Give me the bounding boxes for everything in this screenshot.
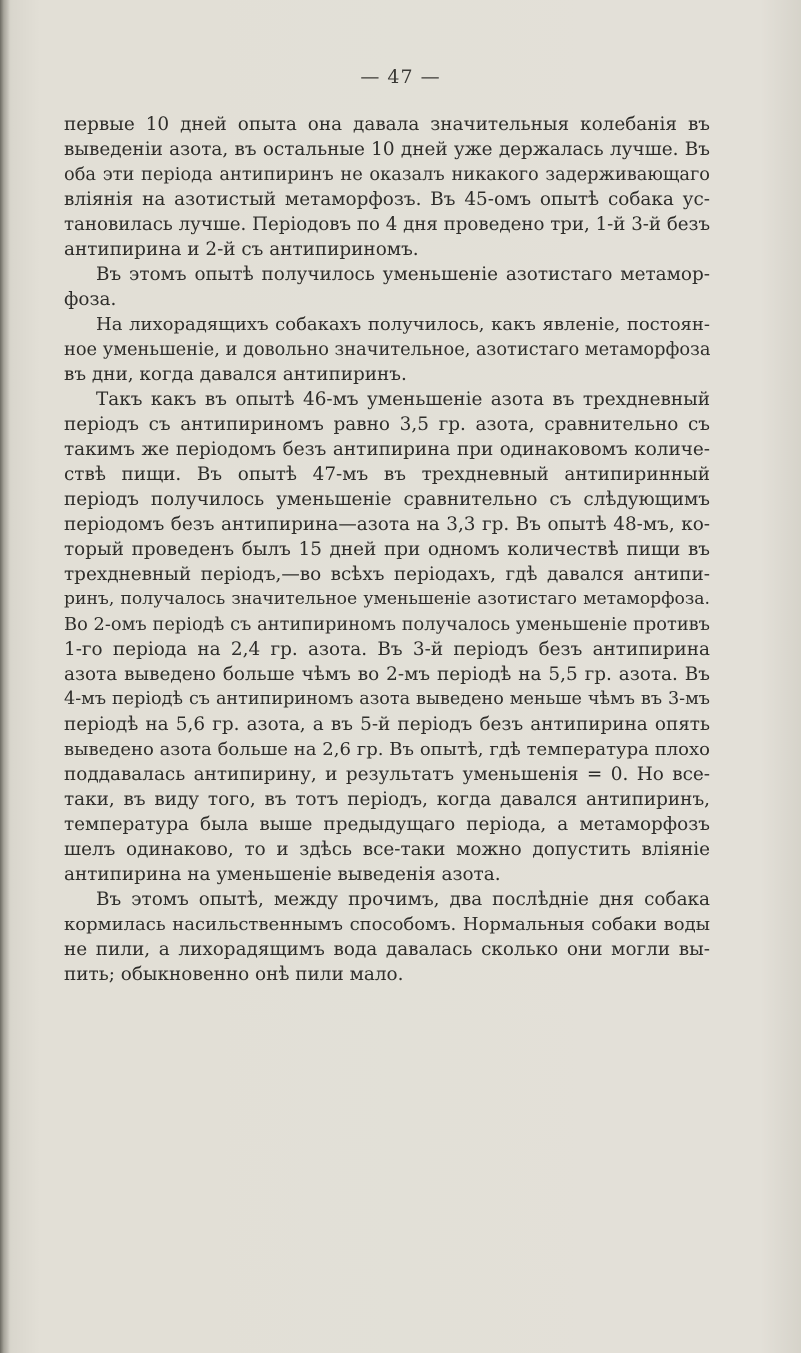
text-line: ринъ, получалось значительное уменьшеніе азотистаго метаморфоза.	[64, 589, 710, 609]
text-line: такимъ же періодомъ безъ антипирина при одинаковомъ количе-	[64, 439, 710, 460]
body-text	[64, 112, 710, 987]
text-line: оба эти періода антипиринъ не оказалъ никакого задерживающаго	[64, 164, 710, 185]
text-line: періодъ получилось уменьшеніе сравнительно съ слѣдующимъ	[64, 489, 710, 510]
text-line: первые 10 дней опыта она давала значительныя колебанія въ	[64, 114, 710, 135]
text-line: Во 2-омъ періодѣ съ антипириномъ получалось уменьшеніе противъ	[64, 614, 710, 635]
text-line: кормилась насильственнымъ способомъ. Нормальныя собаки воды	[64, 914, 710, 935]
text-line: Въ этомъ опытѣ, между прочимъ, два послѣдніе дня собака	[96, 889, 710, 910]
text-line: На лихорадящихъ собакахъ получилось, какъ явленіе, постоян-	[96, 314, 710, 335]
text-line: періодъ съ антипириномъ равно 3,5 гр. азота, сравнительно съ	[64, 414, 710, 435]
text-line: ствѣ пищи. Въ опытѣ 47-мъ въ трехдневный антипиринный	[64, 464, 710, 485]
text-line: 1-го періода на 2,4 гр. азота. Въ 3-й періодъ безъ антипирина	[64, 639, 710, 660]
text-line: въ дни, когда давался антипиринъ.	[64, 364, 407, 385]
text-line: періодѣ на 5,6 гр. азота, а въ 5-й періодъ безъ антипирина опять	[64, 714, 710, 735]
text-line: Въ этомъ опытѣ получилось уменьшеніе азотистаго метамор-	[96, 264, 710, 285]
text-line: 4-мъ періодѣ съ антипириномъ азота выведено меньше чѣмъ въ 3-мъ	[64, 689, 710, 709]
page-number: — 47 —	[360, 66, 441, 88]
text-line: тановилась лучше. Періодовъ по 4 дня проведено три, 1-й 3-й безъ	[64, 214, 711, 235]
text-line: не пили, а лихорадящимъ вода давалась сколько они могли вы-	[64, 939, 710, 960]
spine-shadow	[0, 0, 10, 1353]
text-line: выведено азота больше на 2,6 гр. Въ опытѣ, гдѣ температура плохо	[64, 739, 710, 760]
text-line: таки, въ виду того, въ тотъ періодъ, когда давался антипиринъ,	[64, 789, 710, 810]
text-line: пить; обыкновенно онѣ пили мало.	[64, 964, 404, 985]
text-line: фоза.	[64, 289, 117, 310]
text-line: періодомъ безъ антипирина—азота на 3,3 гр. Въ опытѣ 48-мъ, ко-	[64, 514, 710, 535]
text-line: Такъ какъ въ опытѣ 46-мъ уменьшеніе азота въ трехдневный	[96, 389, 710, 410]
text-line: выведеніи азота, въ остальные 10 дней уже держалась лучше. Въ	[64, 139, 710, 160]
text-line: азота выведено больше чѣмъ во 2-мъ періодѣ на 5,5 гр. азота. Въ	[64, 664, 710, 685]
text-line: поддавалась антипирину, и результатъ уменьшенія = 0. Но все-	[64, 764, 710, 785]
text-line: антипирина и 2-й съ антипириномъ.	[64, 239, 419, 260]
text-line: торый проведенъ былъ 15 дней при одномъ количествѣ пищи въ	[64, 539, 710, 560]
text-line: вліянія на азотистый метаморфозъ. Въ 45-омъ опытѣ собака ус-	[64, 189, 710, 210]
text-line: шелъ одинаково, то и здѣсь все-таки можно допустить вліяніе	[64, 839, 710, 860]
text-line: температура была выше предыдущаго періода, а метаморфозъ	[64, 814, 710, 835]
text-line: трехдневный періодъ,—во всѣхъ періодахъ, гдѣ давался антипи-	[64, 564, 710, 585]
text-line: антипирина на уменьшеніе выведенія азота.	[64, 864, 501, 885]
text-line: ное уменьшеніе, и довольно значительное, азотистаго метаморфоза	[64, 339, 711, 360]
